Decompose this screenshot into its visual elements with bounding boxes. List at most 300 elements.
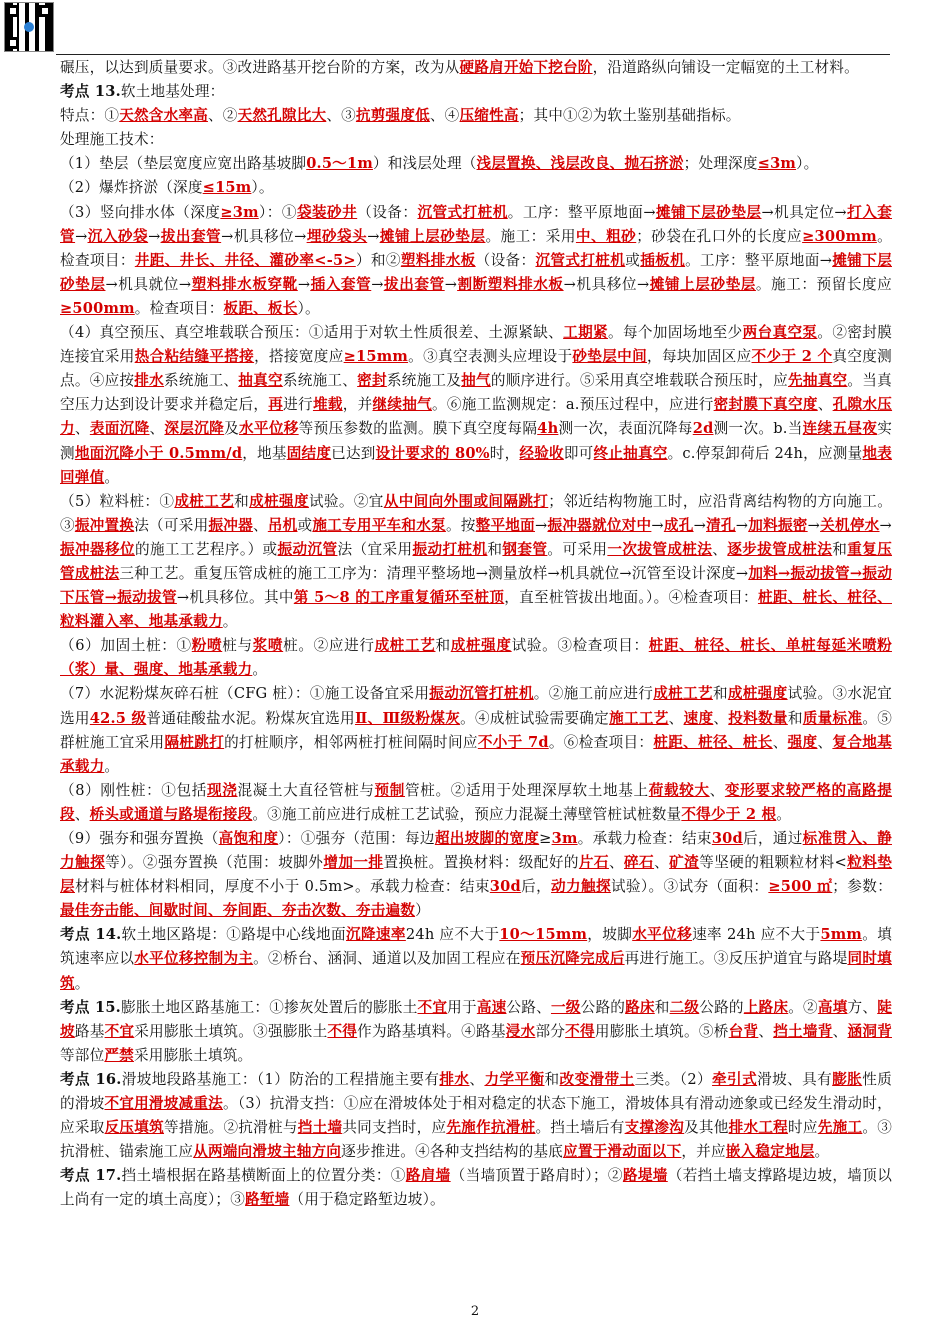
text-run: → <box>297 275 311 293</box>
key-term: 增加一排 <box>323 854 384 872</box>
text-run: 真空度测点。④应按 <box>60 348 892 390</box>
key-term: 从两端向滑坡主轴方向 <box>193 1143 342 1161</box>
text-run: （9）强夯和强夯置换（ <box>60 830 219 847</box>
text-run: ；砂袋在孔口外的长度应 <box>636 227 803 245</box>
key-term: 不得 <box>327 1022 358 1040</box>
key-term: 清孔 <box>706 516 736 534</box>
text-run: 。可采用 <box>547 540 608 558</box>
paragraph <box>60 634 892 682</box>
key-term: 路肩墙 <box>405 1167 451 1185</box>
text-run: 、 <box>772 733 788 751</box>
key-term: 投料数量 <box>728 709 788 727</box>
text-run: 、 <box>832 1022 848 1040</box>
text-run: ）。 <box>251 179 274 197</box>
key-term: Ⅱ、Ⅲ级粉煤灰 <box>354 709 461 727</box>
key-term: 压缩性高 <box>459 107 519 125</box>
key-term: 30d <box>489 878 521 896</box>
key-term: 振冲器 <box>208 516 253 534</box>
paragraph <box>60 80 892 104</box>
key-term: 两台真空泵 <box>742 324 818 342</box>
key-term: 不得 <box>565 1022 595 1040</box>
text-run: ；其中①②为软土鉴别基础指标。 <box>518 107 741 125</box>
key-term: 反压填筑 <box>104 1119 165 1137</box>
text-run: →机具移位。其中 <box>176 589 294 607</box>
text-run: 三类。（2） <box>634 1070 713 1088</box>
text-run: 。挡土墙后有 <box>535 1119 625 1137</box>
key-term: 摊铺下层砂垫层 <box>60 251 892 293</box>
key-term: 振冲器移位 <box>60 540 135 558</box>
text-run: 、 <box>74 805 90 823</box>
text-run: 。施工：采用 <box>485 227 576 245</box>
key-term: 拔出套管 <box>383 275 445 293</box>
key-term: 中、粗砂 <box>575 227 637 245</box>
key-term: 不宜 <box>104 1022 135 1040</box>
qr-code-icon <box>4 2 54 52</box>
key-term: 动力触探 <box>551 878 611 896</box>
key-term: 10～15mm <box>499 926 588 944</box>
key-term: 加料→振动拔管→振动下压管→振动拔管 <box>60 564 892 607</box>
text-run: 。填筑速率应以 <box>60 926 893 968</box>
text-run: 。当真空压力达到设计要求并稳定后， <box>60 372 892 414</box>
page-number: 2 <box>470 1304 480 1319</box>
key-term: 拔出套管 <box>160 227 222 245</box>
key-term: 施工工艺 <box>609 709 669 727</box>
text-run: 的顺序进行。⑤采用真空堆载联合预压时，应 <box>490 372 788 390</box>
key-term: 排水 <box>439 1070 470 1088</box>
text-run: 试验。③检查项目： <box>511 637 649 655</box>
text-run: 膨胀土地区路基施工：①掺灰处置后的膨胀土 <box>120 998 418 1016</box>
text-run: →机具定位→ <box>761 203 847 221</box>
key-term: ≥500mm <box>60 299 135 317</box>
text-run: 用膨胀土填筑。⑤桥 <box>594 1022 729 1040</box>
text-run: ）：①强夯（范围：每边 <box>278 830 435 847</box>
key-term: 逐步拔管成桩法 <box>727 540 833 558</box>
text-run: 。②桥台、涵洞、通道以及加固工程应在 <box>253 950 521 968</box>
key-term: 地表回弹值 <box>60 444 893 486</box>
text-run: 。检查项目： <box>134 299 224 317</box>
text-run: 和 <box>234 492 250 510</box>
key-term: 桩距、桩径、桩长 <box>653 733 773 751</box>
key-term: ≥3m <box>220 203 259 221</box>
text-run: （2）爆炸挤淤（深度 <box>60 179 203 197</box>
key-term: 密封膜下真空度 <box>713 396 818 414</box>
text-run: 。⑥检查项目： <box>548 733 654 751</box>
text-run: ，并 <box>342 396 373 414</box>
text-run: 处理施工技术： <box>60 131 164 149</box>
text-run: （4）真空预压、真空堆载联合预压：①适用于对软土性质很差、土源紧缺、 <box>60 324 564 342</box>
key-term: 一次拔管成桩法 <box>607 540 713 558</box>
text-run: → <box>735 516 749 534</box>
text-run: 。②密封膜连接宜采用 <box>60 324 892 366</box>
key-term: 热合粘结缝平搭接 <box>134 348 255 366</box>
text-run: 、 <box>758 1022 774 1040</box>
key-term: 摊铺上层砂垫层 <box>379 227 486 245</box>
key-term: 关机停水 <box>820 516 880 534</box>
text-run: → <box>148 227 161 245</box>
paragraph <box>60 104 892 128</box>
key-term: 严禁 <box>104 1046 134 1064</box>
key-term: 终止抽真空 <box>593 444 668 462</box>
text-run: 用于 <box>447 998 477 1016</box>
text-run: → <box>807 516 821 534</box>
key-term: 加料振密 <box>748 516 808 534</box>
text-run: （3）竖向排水体（深度 <box>60 203 221 221</box>
key-term: 不宜用滑坡减重法 <box>104 1095 223 1113</box>
text-run: （若挡土墙支撑路堤边坡，墙顶以上尚有一定的填土高度）；③ <box>60 1167 892 1209</box>
key-term: 最佳夯击能、间歇时间、夯间距、夯击次数、夯击遍数 <box>60 902 416 920</box>
text-run: （7）水泥粉煤灰碎石桩（CFG 桩）：①施工设备宜采用 <box>60 685 430 703</box>
key-term: 打入套管 <box>60 203 892 245</box>
key-term: 施工专用平车和水泵 <box>312 516 446 534</box>
text-run: ）和浅层处理（ <box>372 155 477 173</box>
text-run: 、 <box>668 709 684 727</box>
text-run: ） <box>415 902 430 920</box>
text-run: →机具就位→ <box>105 275 192 293</box>
text-run: （设备： <box>357 203 418 221</box>
text-run: 。施工：预留长度应 <box>755 275 892 293</box>
key-term: 连续五昼夜 <box>802 420 878 438</box>
text-run: （8）刚性桩：①包括 <box>60 781 207 799</box>
text-run: 、 <box>252 516 268 534</box>
text-run: 。工序：整平原地面→ <box>507 203 656 221</box>
key-term: 2d <box>692 420 714 438</box>
key-term: 浅层置换、浅层改良、抛石挤淤 <box>476 155 684 173</box>
key-term: 现浇 <box>207 781 238 799</box>
text-run: 滑坡地段路基施工：（1）防治的工程措施主要有 <box>121 1070 440 1088</box>
key-term: 从中间向外围或间隔跳打 <box>383 492 549 510</box>
text-run: 。 <box>74 974 90 992</box>
key-term: 沉降速率 <box>346 926 406 944</box>
key-term: 沉管式打桩机 <box>535 251 626 269</box>
text-run: 和 <box>654 998 670 1016</box>
key-term: 天然含水率高 <box>119 107 208 125</box>
paragraph <box>60 827 892 923</box>
text-run: 、 <box>709 781 725 799</box>
key-term: 设计要求的 80% <box>375 444 490 462</box>
key-term: 标准贯入、静力触探 <box>60 830 892 872</box>
text-run: 、 <box>469 1070 485 1088</box>
key-term: 陡坡 <box>60 998 892 1040</box>
key-term: 沉管式打桩机 <box>417 203 508 221</box>
paragraph <box>60 490 892 635</box>
text-run: 等措施。②抗滑桩与 <box>164 1119 298 1137</box>
text-run: 管桩。②适用于处理深厚软土地基上 <box>405 781 649 799</box>
text-run: 及 <box>224 420 239 438</box>
key-term: 堆载 <box>312 396 343 414</box>
text-run: 的打桩顺序，相邻两桩打桩间隔时间应 <box>224 733 478 751</box>
text-run: 。 <box>104 757 120 775</box>
key-term: 膨胀 <box>832 1070 863 1088</box>
key-term: 深层沉降 <box>164 420 225 438</box>
key-term: 孔隙水压力 <box>60 396 893 438</box>
text-run: ，搭接宽度应 <box>254 348 344 366</box>
key-term: 矿渣 <box>669 854 700 872</box>
paragraph <box>60 152 892 176</box>
text-run: 部分 <box>535 1022 566 1040</box>
text-run: 。⑥施工监测规定：a.预压过程中，应进行 <box>431 396 714 414</box>
key-term: 地面沉降小于 0.5mm/d <box>74 444 243 462</box>
key-term: 牵引式 <box>712 1070 758 1088</box>
text-run: ，直至桩管拔出地面。）。④检查项目： <box>504 589 758 607</box>
key-term: 片石 <box>578 854 609 872</box>
key-term: 成桩工艺 <box>174 492 235 510</box>
text-run: 桩。②应进行 <box>283 637 375 655</box>
text-run: 。 <box>776 805 792 823</box>
text-run: 和 <box>712 685 728 703</box>
text-run: 、④ <box>429 107 460 125</box>
text-run: ，沿道路纵向铺设一定幅宽的土工材料。 <box>592 59 859 76</box>
key-term: 天然孔隙比大 <box>237 107 327 125</box>
text-run: 试验。②宜 <box>308 492 384 510</box>
text-run: 及其他 <box>684 1119 729 1137</box>
key-term: ≥500 ㎡ <box>768 878 833 896</box>
text-run: 。②施工前应进行 <box>533 685 654 703</box>
key-term: 台背 <box>728 1022 759 1040</box>
text-run: → <box>651 516 664 534</box>
key-term: 速度 <box>683 709 714 727</box>
key-term: 成桩强度 <box>727 685 788 703</box>
key-term: 割断塑料排水板 <box>457 275 564 293</box>
key-term: 沉入砂袋 <box>87 227 149 245</box>
text-run: ；处理深度 <box>683 155 758 173</box>
key-term: 预制 <box>374 781 406 799</box>
text-run: → <box>367 227 380 245</box>
text-run: 测一次。b.当 <box>713 420 803 438</box>
key-term: 高速 <box>476 998 507 1016</box>
key-term: 桩距、桩径、桩长、单桩每延米喷粉（浆）量、强度、地基承载力 <box>60 637 892 679</box>
text-run: 后，通过 <box>742 830 803 847</box>
key-term: 不得少于 2 根 <box>681 805 777 823</box>
key-term: 继续抽气 <box>372 396 432 414</box>
text-run: → <box>444 275 458 293</box>
key-term: 硬路肩开始下挖台阶 <box>459 59 593 76</box>
text-run: 、 <box>713 709 729 727</box>
text-run: 实测 <box>60 420 893 462</box>
key-term: 二级 <box>669 998 700 1016</box>
text-run: ）。 <box>796 155 819 173</box>
key-term: 挡土墙背 <box>773 1022 833 1040</box>
key-term: 成桩强度 <box>450 637 512 655</box>
key-term: 路堑墙 <box>245 1191 290 1209</box>
text-run: 采用膨胀土填筑。③强膨胀土 <box>134 1022 328 1040</box>
key-term: 不少于 2 个 <box>751 348 833 366</box>
key-term: 塑料排水板 <box>400 251 476 269</box>
text-run: → <box>693 516 707 534</box>
text-run: 。工序：整平原地面→ <box>685 251 833 269</box>
key-term: 涵洞背 <box>847 1022 892 1040</box>
text-run: 时， <box>489 444 520 462</box>
text-run: 。每个加固场地至少 <box>608 324 743 342</box>
text-run: ≥ <box>539 830 552 847</box>
key-term: 振动沉管 <box>277 540 338 558</box>
text-run: 。（3）抗滑支挡：①应在滑坡体处于相对稳定的状态下施工，滑坡体具有滑动迹象或已经发生滑动时，应采取 <box>60 1095 892 1137</box>
text-run: （设备： <box>475 251 536 269</box>
key-term: 成桩强度 <box>249 492 309 510</box>
text-run: 即可 <box>563 444 594 462</box>
text-run: 和 <box>435 637 451 655</box>
key-term: 5mm <box>820 926 863 944</box>
text-run: ；邻近结构物施工时，应沿背离结构物的方向施工。③ <box>60 492 893 534</box>
key-term: 3m <box>551 830 578 847</box>
paragraph <box>60 682 892 778</box>
section-heading: 考点 14. <box>60 926 122 944</box>
text-run: （当墙顶置于路肩时）；② <box>450 1167 623 1185</box>
key-term: 成孔 <box>663 516 694 534</box>
text-run: ，每块加固区应 <box>647 348 752 366</box>
key-term: 抽真空 <box>238 372 283 390</box>
key-term: 粉喷 <box>191 637 223 655</box>
text-run: 再进行施工。③反压护道宜与路堤 <box>624 950 848 968</box>
text-run: 。 <box>222 613 238 631</box>
text-run: 的施工工艺程序。）或 <box>134 540 278 558</box>
text-run: ）和② <box>355 251 401 269</box>
key-term: 固结度 <box>286 444 332 462</box>
text-run: 路基 <box>74 1022 105 1040</box>
text-run: 24h 应不大于 <box>405 926 500 944</box>
text-run: 试验）。③试夯（面积： <box>610 878 769 896</box>
text-run: 置换桩。置换材料：级配好的 <box>383 854 579 872</box>
text-run: 方、 <box>847 998 878 1016</box>
key-term: 袋装砂井 <box>296 203 358 221</box>
key-term: ≤15m <box>202 179 252 197</box>
text-run: 。③施工前应进行成桩工艺试验，预应力混凝土薄壁管桩试桩数量 <box>252 805 682 823</box>
key-term: 排水工程 <box>728 1119 789 1137</box>
paragraph <box>60 996 892 1068</box>
text-run: 速率 24h 应不大于 <box>692 926 821 944</box>
key-term: 30d <box>711 830 743 847</box>
text-run: 公路、 <box>506 998 551 1016</box>
key-term: 桩距、桩长、桩径、粒料灌入率、地基承载力 <box>60 589 892 631</box>
text-run: 、 <box>149 420 165 438</box>
text-run: （5）粒料桩：① <box>60 492 175 510</box>
paragraph <box>60 321 892 490</box>
section-heading: 考点 15. <box>60 998 121 1016</box>
text-run: →机具移位→ <box>563 275 650 293</box>
text-run: 。② <box>788 998 818 1016</box>
text-run: 。检查项目： <box>60 227 892 269</box>
key-term: ≥15mm <box>343 348 409 366</box>
text-run: 。c.停泵卸荷后 24h，应测量 <box>667 444 863 462</box>
text-run: 挡土墙根据在路基横断面上的位置分类：① <box>121 1167 406 1185</box>
key-term: 板距、板长 <box>223 299 298 317</box>
text-run: 普通硅酸盐水泥。粉煤灰宜选用 <box>146 709 355 727</box>
text-run: 材料与桩体材料相同，厚度不小于 0.5m>。承载力检查：结束 <box>74 878 490 896</box>
paragraph <box>60 56 892 80</box>
key-term: 成桩工艺 <box>653 685 713 703</box>
key-term: 水平位移 <box>239 420 299 438</box>
key-term: 表面沉降 <box>89 420 150 438</box>
text-run: 特点：① <box>60 107 120 125</box>
section-heading: 考点 16. <box>60 1070 122 1088</box>
key-term: 重复压管成桩法 <box>60 540 893 582</box>
key-term: 水平位移控制为主 <box>134 950 254 968</box>
key-term: 路床 <box>625 998 655 1016</box>
text-run: 软土地区路堤：①路堤中心线地面 <box>121 926 346 944</box>
text-run: 作为路基填料。④路基 <box>357 1022 506 1040</box>
key-term: 不宜 <box>417 998 448 1016</box>
text-run: 采用膨胀土填筑。 <box>133 1046 253 1064</box>
text-run: 和 <box>832 540 848 558</box>
text-run: 。按 <box>445 516 476 534</box>
text-run: 或 <box>625 251 641 269</box>
text-run: 测一次，表面沉降每 <box>558 420 693 438</box>
text-run: 。③真空表测头应埋设于 <box>408 348 573 366</box>
key-term: 排水 <box>134 372 164 390</box>
paragraph <box>60 779 892 827</box>
key-term: 水平位移 <box>632 926 693 944</box>
key-term: 经验收 <box>519 444 564 462</box>
text-run: 和 <box>544 1070 560 1088</box>
paragraph <box>60 201 892 321</box>
key-term: 振动沉管打桩机 <box>429 685 534 703</box>
key-term: 抽气 <box>461 372 491 390</box>
text-run: 。承载力检查：结束 <box>577 830 712 847</box>
key-term: 嵌入稳定地层 <box>725 1143 815 1161</box>
key-term: 再 <box>268 396 284 414</box>
key-term: 碎石 <box>624 854 655 872</box>
text-run: ，地基 <box>242 444 287 462</box>
text-run: → <box>75 227 88 245</box>
text-run: ，坡脚 <box>587 926 633 944</box>
text-run: 、 <box>712 540 728 558</box>
key-term: 振动打桩机 <box>412 540 488 558</box>
key-term: 先施作抗滑桩 <box>446 1119 536 1137</box>
text-run: 碾压，以达到质量要求。③改进路基开挖台阶的方案，改为从 <box>60 59 460 76</box>
text-run: 公路的 <box>580 998 626 1016</box>
key-term: 振冲置换 <box>74 516 135 534</box>
key-term: 隔桩跳打 <box>164 733 225 751</box>
key-term: 桥头或通道与路堤衔接段 <box>89 805 253 823</box>
text-run: 。③抗滑桩、锚索施工应 <box>60 1119 892 1161</box>
page-content <box>60 56 892 1213</box>
text-run: 、 <box>817 396 833 414</box>
text-run: →机具移位→ <box>221 227 307 245</box>
key-term: 密封 <box>357 372 387 390</box>
text-run: 或 <box>297 516 313 534</box>
key-term: 路堤墙 <box>622 1167 668 1185</box>
paragraph <box>60 176 892 200</box>
key-term: 强度 <box>787 733 818 751</box>
paragraph <box>60 923 892 995</box>
key-term: 0.5～1m <box>306 155 373 173</box>
text-run: 。 <box>814 1143 830 1161</box>
header-divider <box>56 54 890 55</box>
text-run: 、 <box>608 854 625 872</box>
key-term: 砂垫层中间 <box>572 348 648 366</box>
text-run: 性质的滑坡 <box>60 1070 892 1113</box>
key-term: 力学平衡 <box>484 1070 545 1088</box>
key-term: 变形要求较严格的高路提段 <box>60 781 892 823</box>
key-term: 钢套管 <box>502 540 548 558</box>
text-run: 、 <box>817 733 833 751</box>
key-term: 超出坡脚的宽度 <box>434 830 540 847</box>
text-run: 系统施工、 <box>282 372 358 390</box>
key-term: 一级 <box>550 998 581 1016</box>
text-run: 。 <box>104 468 120 486</box>
key-term: 粒料垫层 <box>60 854 893 896</box>
key-term: 支撑渗沟 <box>624 1119 685 1137</box>
key-term: ≤3m <box>757 155 797 173</box>
text-run: （用于稳定路堑边坡）。 <box>289 1191 445 1209</box>
key-term: 吊机 <box>267 516 298 534</box>
key-term: 振冲器就位对中 <box>547 516 652 534</box>
key-term: 同时填筑 <box>60 950 892 992</box>
text-run: 法（可采用 <box>134 516 209 534</box>
text-run: 等预压参数的监测。膜下真空度每隔 <box>298 420 538 438</box>
text-run: 后， <box>520 878 552 896</box>
text-run: 软土地基处理： <box>120 83 225 101</box>
text-run: 、② <box>207 107 238 125</box>
